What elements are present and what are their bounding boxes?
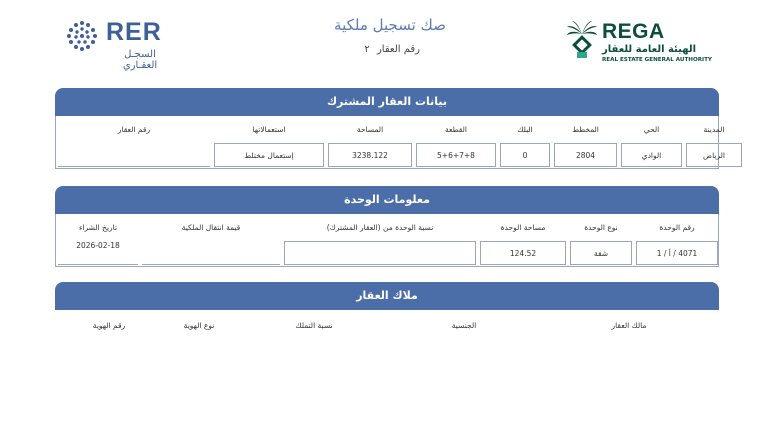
section-title: معلومات الوحدة: [55, 186, 719, 214]
column-header: رقم العقار: [117, 124, 151, 134]
rega-logo-english: REAL ESTATE GENERAL AUTHORITY: [602, 57, 712, 63]
column-header: المخطط: [572, 124, 599, 134]
rega-logo-arabic: الهيئة العامة للعقار: [602, 44, 697, 55]
column-header: الجنسية: [451, 320, 477, 330]
area-value: 3238.122: [328, 143, 412, 167]
property-number-line: [320, 44, 420, 55]
column-header: المدينة: [703, 124, 725, 134]
rer-logo-text: RER: [106, 18, 162, 46]
property-number-value: [58, 143, 210, 167]
rer-logo: [66, 18, 176, 71]
unit-info-section: [55, 186, 719, 267]
unit-type-value: شقة: [570, 241, 632, 265]
column-header: تاريخ الشراء: [78, 222, 118, 232]
column-header: مساحة الوحدة: [500, 222, 546, 232]
transfer-value-value: [142, 241, 280, 265]
unit-ratio-value: [284, 241, 476, 265]
unit-number-value: 4071 / أ / 1: [636, 241, 718, 265]
column-header: استعمالاتها: [252, 124, 286, 134]
column-header: قيمة انتقال الملكية: [181, 222, 241, 232]
owners-section: [55, 282, 719, 340]
usage-value: إستعمال مختلط: [214, 143, 324, 167]
property-number-value: ٢: [364, 44, 370, 55]
column-header: المساحة: [356, 124, 384, 134]
city-value: الرياض: [686, 143, 742, 167]
column-header: نوع الوحدة: [584, 222, 618, 232]
column-header: نوع الهوية: [183, 320, 215, 330]
table-row: [56, 240, 720, 266]
column-header: مالك العقار: [611, 320, 647, 330]
property-number-label: رقم العقار: [376, 44, 420, 55]
section-title: ملاك العقار: [55, 282, 719, 310]
table-header-row: [56, 116, 744, 142]
document-title: صك تسجيل ملكية: [334, 16, 446, 34]
rer-logo-subtext: السجـل العقـاري: [122, 49, 158, 71]
purchase-date-value: 2026-02-18: [58, 241, 138, 265]
column-header: القطعة: [445, 124, 467, 134]
table-row: [56, 142, 744, 168]
palm-icon: [566, 20, 598, 62]
column-header: البلك: [517, 124, 533, 134]
unit-info-table: [56, 214, 720, 266]
column-header: نسبة التملك: [295, 320, 333, 330]
rega-logo: [566, 20, 716, 66]
district-value: الوادي: [621, 143, 682, 167]
unit-area-value: 124.52: [480, 241, 566, 265]
column-header: رقم الوحدة: [659, 222, 695, 232]
table-header-row: [56, 214, 720, 240]
shared-property-table: [56, 116, 744, 168]
rer-dots-icon: [66, 20, 98, 52]
plan-value: 2804: [554, 143, 617, 167]
parcel-value: 5+6+7+8: [416, 143, 496, 167]
block-value: 0: [500, 143, 550, 167]
owners-header-row: [55, 310, 719, 340]
column-header: الحي: [643, 124, 660, 134]
column-header: رقم الهوية: [92, 320, 126, 330]
section-title: بيانات العقار المشترك: [55, 88, 719, 116]
rega-logo-text: REGA: [602, 20, 665, 43]
shared-property-section: [55, 88, 725, 169]
column-header: نسبة الوحدة من (العقار المشترك): [326, 222, 434, 232]
